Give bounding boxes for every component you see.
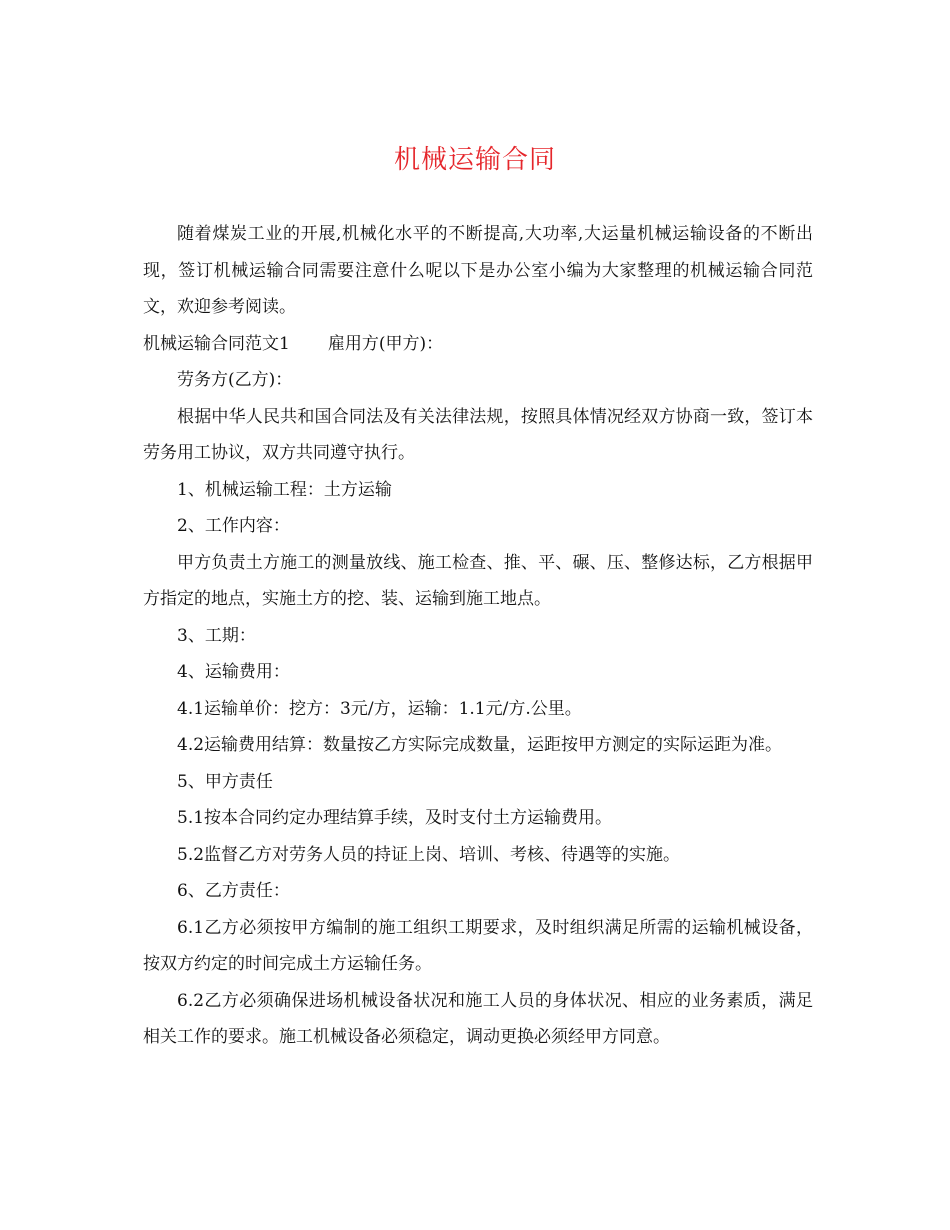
paragraph: 4、运输费用：: [177, 662, 290, 682]
document-body: [143, 216, 813, 1056]
paragraph: 5.1按本合同约定办理结算手续，及时支付土方运输费用。: [177, 808, 613, 828]
paragraph: 劳务方(乙方)：: [177, 370, 293, 390]
paragraph: 5.2监督乙方对劳务人员的持证上岗、培训、考核、待遇等的实施。: [177, 844, 681, 865]
paragraph: 4.1运输单价：挖方：3元/方，运输：1.1元/方.公里。: [177, 698, 582, 719]
paragraph: 3、工期：: [177, 625, 256, 646]
paragraph: 1、机械运输工程：土方运输: [177, 479, 392, 500]
paragraph: 根据中华人民共和国合同法及有关法律法规，按照具体情况经双方协商一致，签订本劳务用工协议，双方共同遵守执行。: [143, 406, 813, 463]
employer-label: 雇用方(甲方)：: [327, 333, 444, 354]
paragraph: 6、乙方责任：: [177, 881, 290, 901]
paragraph: 6.1乙方必须按甲方编制的施工组织工期要求，及时组织满足所需的运输机械设备，按双方约定的时间完成土方运输任务。: [143, 917, 813, 974]
paragraph: 甲方负责土方施工的测量放线、施工检查、推、平、碾、压、整修达标，乙方根据甲方指定的地点，实施土方的挖、装、运输到施工地点。: [143, 552, 813, 609]
paragraph: 4.2运输费用结算：数量按乙方实际完成数量，运距按甲方测定的实际运距为准。: [177, 735, 783, 755]
paragraph: 6.2乙方必须确保进场机械设备状况和施工人员的身体状况、相应的业务素质，满足相关工作的要求。施工机械设备必须稳定，调动更换必须经甲方同意。: [143, 990, 813, 1047]
document-title: 机械运输合同: [393, 145, 556, 175]
paragraph: 5、甲方责任: [177, 771, 273, 792]
intro-paragraph: 随着煤炭工业的开展,机械化水平的不断提高,大功率,大运量机械运输设备的不断出现，签订机械运输合同需要注意什么呢以下是办公室小编为大家整理的机械运输合同范文，欢迎参考阅读。: [143, 224, 813, 317]
paragraph: 2、工作内容：: [177, 516, 290, 536]
section-heading: 机械运输合同范文1: [143, 333, 290, 354]
section-heading-line: [143, 326, 813, 363]
